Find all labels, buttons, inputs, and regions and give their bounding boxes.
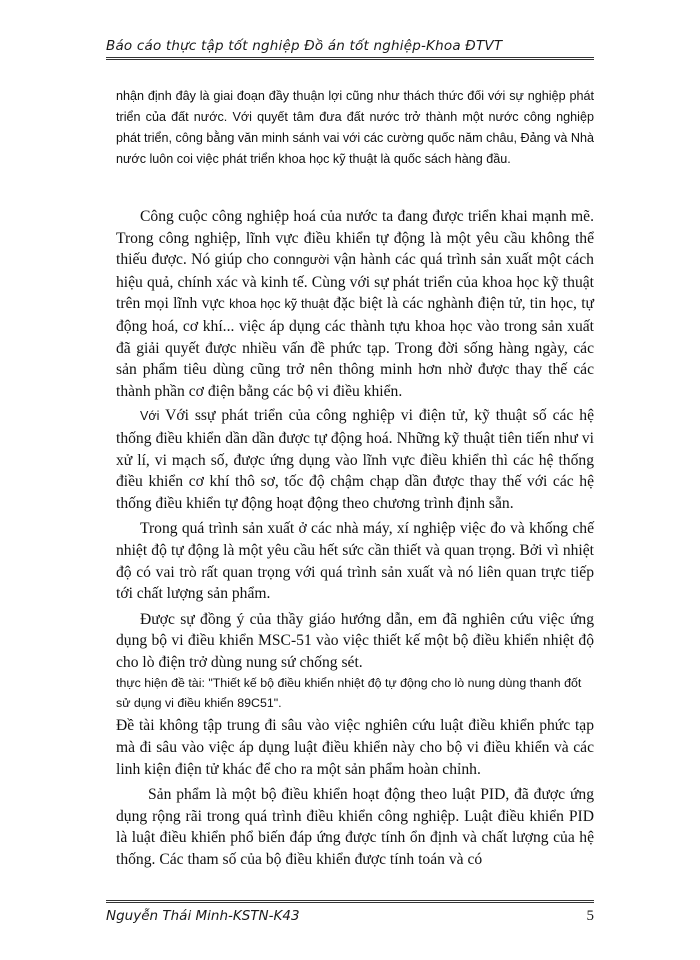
paragraph-text: Trong quá trình sản xuất ở các nhà máy, xí nghiệp việc đo và khống chế nhiệt độ tự động là một yêu cầu hết sức cần thiết và quan trọng. Bởi vì nhiệt độ có vai trò rất quan trọng với quá trình sản xuất và nó liên quan trực tiếp tới chất lượng sản phẩm. bbox=[116, 520, 594, 603]
paragraph-text: Với bbox=[140, 409, 160, 424]
paragraph-text: người bbox=[295, 253, 330, 268]
page-number: 5 bbox=[586, 908, 594, 924]
main-content bbox=[116, 206, 594, 871]
intro-text: nhận định đây là giai đoạn đầy thuận lợi cũng như thách thức đối với sự nghiệp phát triển của đất nước. Với quyết tâm đưa đất nước trở thành một nước công nghiệp phát triển, công bằng văn minh sánh vai với các cường quốc năm châu, Đảng và Nhà nước luôn coi việc phát triển khoa học kỹ thuật là quốc sách hàng đầu. bbox=[116, 89, 594, 166]
paragraph-pid bbox=[116, 784, 594, 870]
paragraph-text: đặc biệt là các nghành điện tử, tin học, tự động hoá, cơ khí... việc áp dụng các thành tựu khoa học vào trong sản xuất đã giải quyết được nhiều vấn đề phức tạp. Trong đời sống hàng ngày, các sản phẩm tiêu dùng cũng trở nên thông minh hơn nhờ được thay thế các thành phần cơ điện bằng các bộ vi điều khiển. bbox=[116, 295, 595, 400]
header-title: Báo cáo thực tập tốt nghiệp Đồ án tốt nghiệp-Khoa ĐTVT bbox=[106, 38, 503, 54]
paragraph-text: thực hiện đề tài: "Thiết kế bộ điều khiển nhiệt độ tự động cho lò nung dùng thanh đốt sử dụng vi điều khiển 89C51". bbox=[116, 676, 582, 711]
paragraph-text: Sản phẩm là một bộ điều khiển hoạt động theo luật PID, đã được ứng dụng rộng rãi trong quá trình điều khiển công nghiệp. Luật điều khiển PID là luật điều khiển phổ biến đáp ứng được tính ổn định và chất lượng của hệ thống. Các tham số của bộ điều khiển được tính toán và có bbox=[116, 786, 594, 869]
paragraph-thesis-topic bbox=[116, 673, 594, 713]
paragraph-text: Công cuộc công nghiệp hoá của nước ta đang được triển khai mạnh mẽ. Trong công nghiệp, lĩnh vực điều khiển tự động là một yêu cầu không thể thiếu được. Nó giúp cho con bbox=[116, 208, 594, 269]
footer-author: Nguyễn Thái Minh-KSTN-K43 bbox=[106, 908, 300, 924]
paragraph-text: Được sự đồng ý của thầy giáo hướng dẫn, em đã nghiên cứu việc ứng dụng bộ vi điều khiển MSC-51 vào việc thiết kế một bộ điều khiển nhiệt độ cho lò điện trở dùng nung sứ chống sét. bbox=[116, 610, 594, 671]
page-header bbox=[106, 38, 594, 60]
paragraph-microelectronics bbox=[116, 405, 594, 514]
paragraph-temperature-control bbox=[116, 518, 594, 604]
intro-paragraph bbox=[116, 86, 594, 170]
page-footer bbox=[106, 900, 594, 925]
paragraph-scope bbox=[116, 715, 594, 780]
paragraph-text: Với ssự phát triển của công nghiệp vi điện tử, kỹ thuật số các hệ thống điều khiển dần dần được tự động hoá. Những kỹ thuật tiên tiến như vi xử lí, vi mạch số, được ứng dụng vào lĩnh vực điều khiển thì các hệ thống điều khiển cơ khí thô sơ, tốc độ chậm chạp dần được thay thế với các hệ thống điều khiển tự động hoạt động theo chương trình định sẵn. bbox=[116, 407, 594, 512]
paragraph-text: vận hành các quá trình sản xuất một cách hiệu quả, chính xác và kinh tế. Cùng với sự phát triển của khoa học kỹ thuật trên mọi lĩnh vực bbox=[116, 251, 594, 313]
paragraph-industrialization bbox=[116, 206, 594, 402]
paragraph-text: Đề tài không tập trung đi sâu vào việc nghiên cứu luật điều khiển phức tạp mà đi sâu vào việc áp dụng luật điều khiển này cho bộ vi điều khiển và các linh kiện điện tử khác để cho ra một sản phẩm hoàn chỉnh. bbox=[116, 717, 594, 778]
paragraph-advisor bbox=[116, 609, 594, 674]
paragraph-text: khoa học kỹ thuật bbox=[229, 297, 329, 312]
